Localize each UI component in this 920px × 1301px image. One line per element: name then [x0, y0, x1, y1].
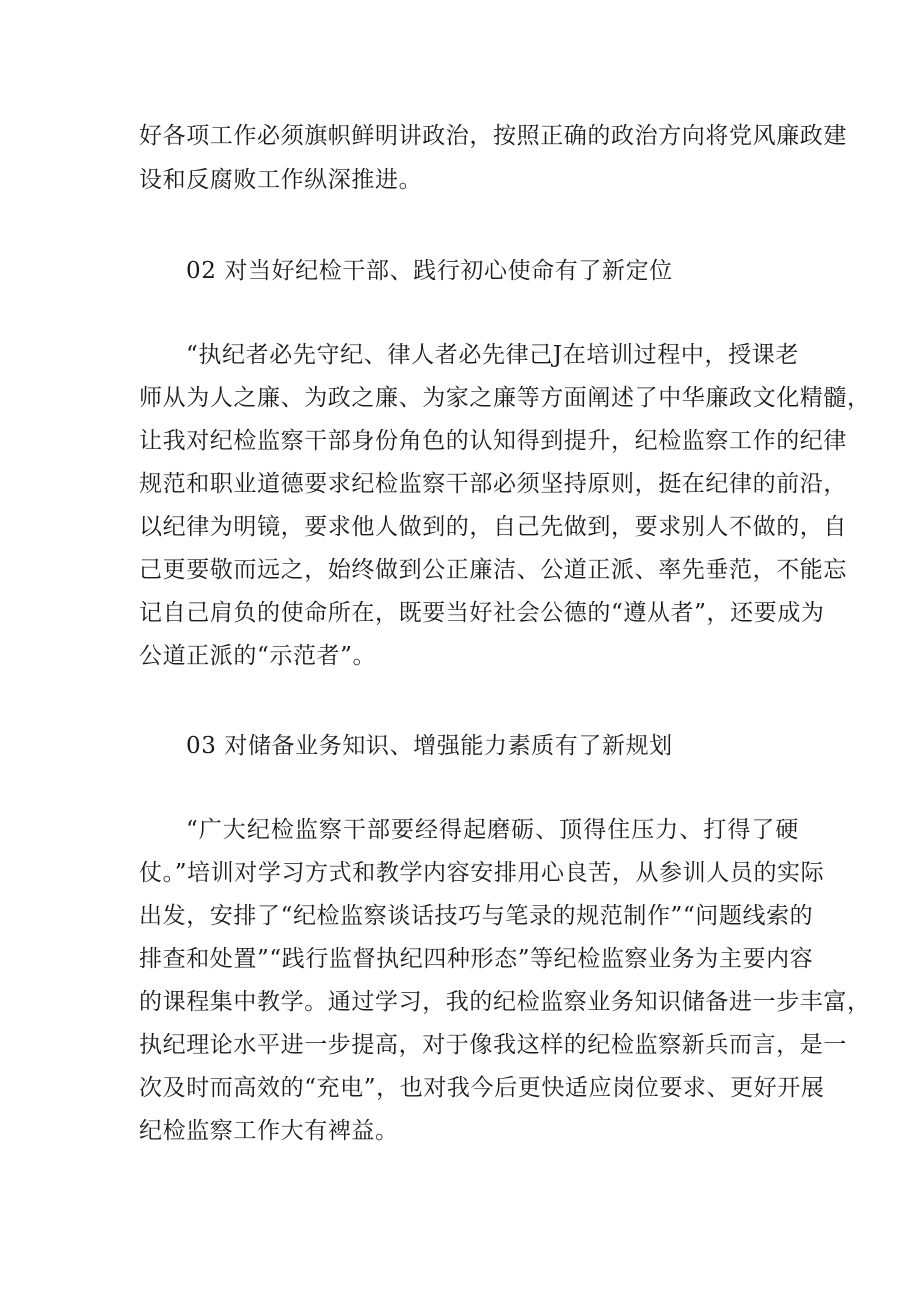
section-03-line-7: 次及时而高效的“充电”，也对我今后更快适应岗位要求、更好开展	[139, 1075, 825, 1101]
section-02-line-3: 让我对纪检监察干部身份角色的认知得到提升，纪检监察工作的纪律	[139, 428, 847, 454]
section-03-line-4: 排查和处置”“践行监督执纪四种形态”等纪检监察业务为主要内容	[139, 946, 814, 972]
section-03-line-2: 仗。”培训对学习方式和教学内容安排用心良苦，从参训人员的实际	[139, 860, 825, 886]
section-02-line-7: 记自己肩负的使命所在，既要当好社会公德的“遵从者”，还要成为	[139, 600, 825, 626]
section-02-line-1: “执纪者必先守纪、律人者必先律己J在培训过程中，授课老	[186, 342, 799, 368]
section-02-heading: 02 对当好纪检干部、践行初心使命有了新定位	[186, 258, 673, 284]
section-03-heading: 03 对储备业务知识、增强能力素质有了新规划	[186, 733, 673, 759]
intro-line-2: 设和反腐败工作纵深推进。	[139, 167, 423, 193]
section-03-line-1: “广大纪检监察干部要经得起磨砺、顶得住压力、打得了硬	[186, 817, 799, 843]
section-02-line-6: 己更要敬而远之，始终做到公正廉洁、公道正派、率先垂范，不能忘	[139, 557, 847, 583]
section-02-line-2: 师从为人之廉、为政之廉、为家之廉等方面阐述了中华廉政文化精髓，	[139, 385, 871, 411]
intro-line-1: 好各项工作必须旗帜鲜明讲政治，按照正确的政治方向将党风廉政建	[139, 123, 847, 149]
section-03-line-5: 的课程集中教学。通过学习，我的纪检监察业务知识储备进一步丰富，	[139, 989, 871, 1015]
section-03-line-8: 纪检监察工作大有裨益。	[139, 1118, 399, 1144]
section-03-line-3: 出发，安排了“纪检监察谈话技巧与笔录的规范制作”“问题线索的	[139, 903, 814, 929]
section-03-line-6: 执纪理论水平进一步提高，对于像我这样的纪检监察新兵而言，是一	[139, 1032, 847, 1058]
section-02-line-8: 公道正派的“示范者”。	[139, 643, 377, 669]
section-02-line-4: 规范和职业道德要求纪检监察干部必须坚持原则，挺在纪律的前沿，	[139, 471, 847, 497]
section-02-line-5: 以纪律为明镜，要求他人做到的，自己先做到，要求别人不做的，自	[139, 514, 847, 540]
